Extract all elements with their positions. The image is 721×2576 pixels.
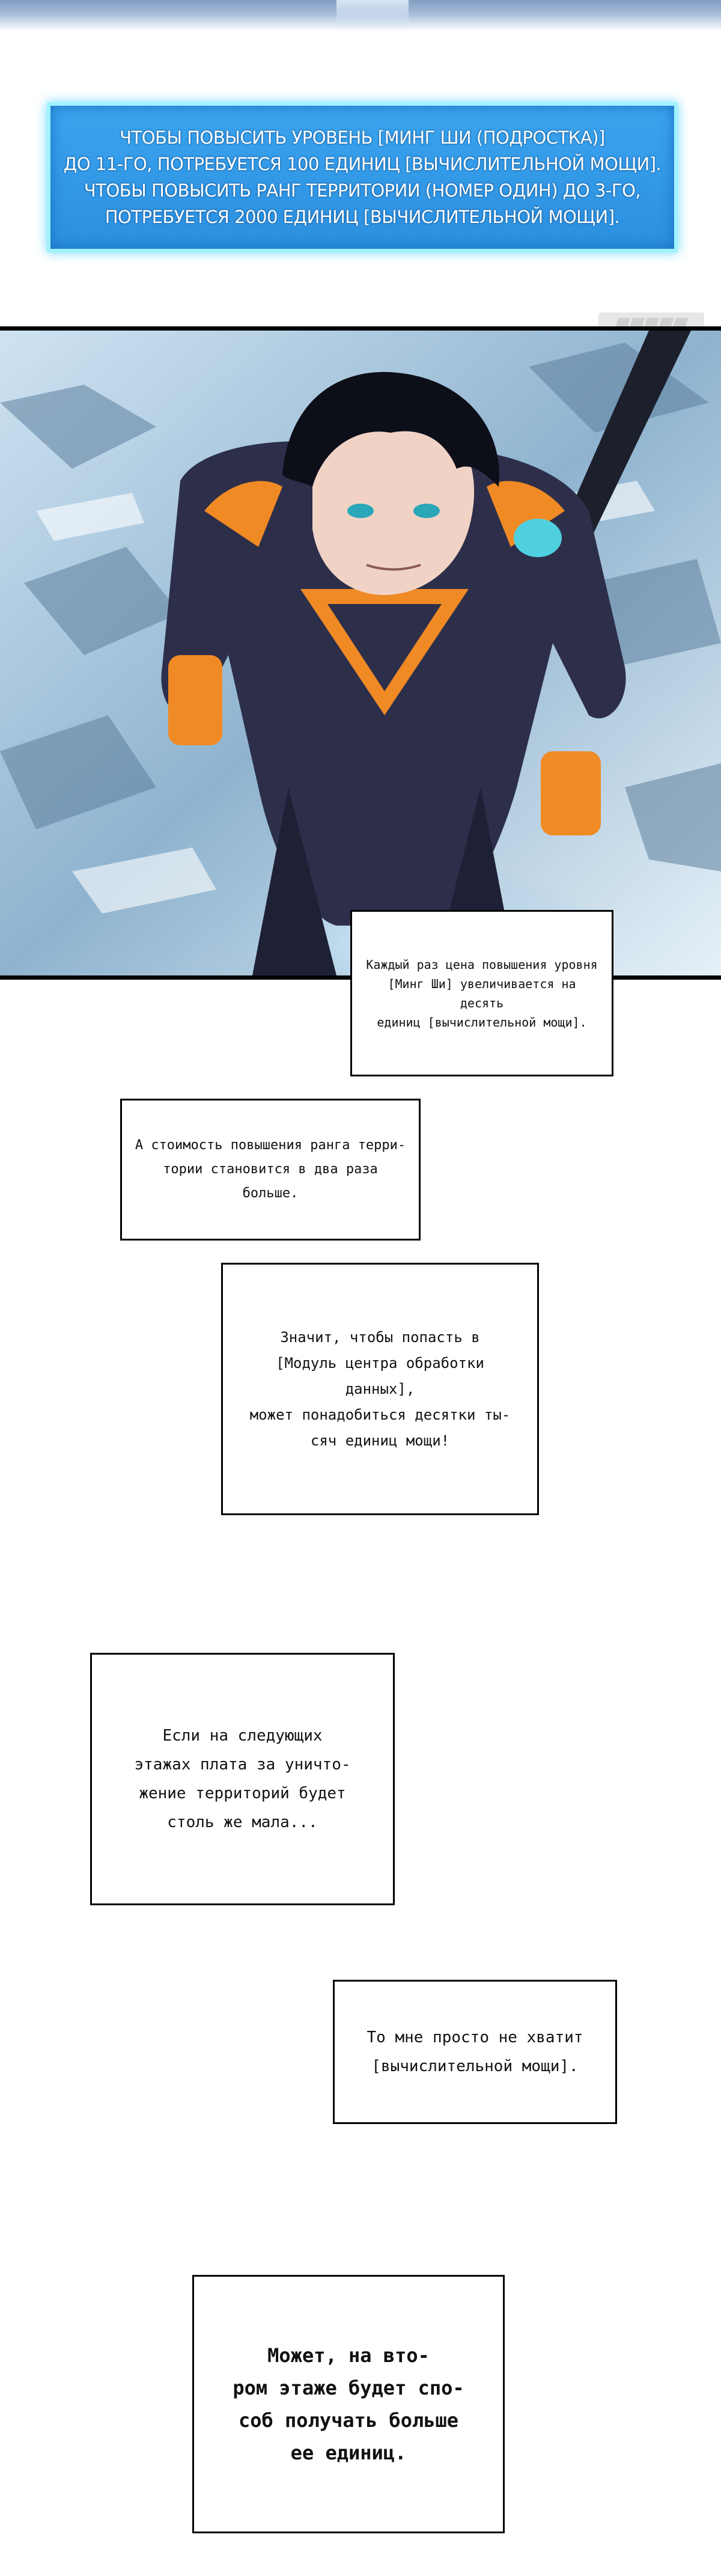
system-line: ДО 11-ГО, ПОТРЕБУЕТСЯ 100 ЕДИНИЦ [ВЫЧИСЛИТЕЛЬНОЙ МОЩИ]. xyxy=(63,154,662,174)
bubble-line: Значит, чтобы попасть в xyxy=(280,1328,480,1346)
bubble-line: [Модуль центра обработки данных], xyxy=(276,1354,484,1397)
bubble-line: А стоимость повышения ранга терри- xyxy=(135,1138,406,1153)
bubble-line: Если на следующих xyxy=(162,1727,323,1745)
bubble-line: единиц [вычислительной мощи]. xyxy=(377,1015,587,1030)
system-message-box xyxy=(47,102,678,252)
system-line: ЧТОБЫ ПОВЫСИТЬ РАНГ ТЕРРИТОРИИ (НОМЕР ОДИН) ДО 3-ГО, xyxy=(84,180,641,201)
top-sky-strip xyxy=(0,0,721,31)
character-looking-up-illustration xyxy=(0,331,721,975)
speech-bubble xyxy=(221,1263,539,1515)
system-line: ПОТРЕБУЕТСЯ 2000 ЕДИНИЦ [ВЫЧИСЛИТЕЛЬНОЙ МОЩИ]. xyxy=(105,207,620,227)
bubble-line: сяч единиц мощи! xyxy=(310,1432,450,1449)
bubble-line: жение территорий будет xyxy=(139,1784,346,1802)
speech-bubble xyxy=(333,1980,617,2124)
bubble-line: может понадобиться десятки ты- xyxy=(249,1406,511,1423)
comic-panel xyxy=(0,326,721,980)
speech-bubble xyxy=(120,1099,421,1241)
bubble-line: [вычислительной мощи]. xyxy=(371,2057,579,2075)
speech-bubble xyxy=(192,2275,505,2533)
bubble-line: Может, на вто- xyxy=(267,2344,430,2367)
bubble-line: Каждый раз цена повышения уровня xyxy=(366,957,598,972)
bubble-line: ром этаже будет спо- xyxy=(233,2376,464,2399)
light-ray xyxy=(336,0,409,31)
bubble-line: То мне просто не хватит xyxy=(367,2028,583,2046)
system-line: ЧТОБЫ ПОВЫСИТЬ УРОВЕНЬ [МИНГ ШИ (ПОДРОСТКА)] xyxy=(120,127,605,148)
speech-bubble xyxy=(90,1653,395,1905)
bubble-line: тории становится в два раза больше. xyxy=(163,1162,378,1201)
bubble-line: этажах плата за уничто- xyxy=(134,1756,351,1774)
bubble-line: ее единиц. xyxy=(290,2441,407,2464)
bubble-line: соб получать больше xyxy=(238,2409,459,2432)
bubble-line: [Минг Ши] увеличивается на десять xyxy=(388,976,576,1010)
bubble-line: столь же мала... xyxy=(167,1813,318,1831)
speech-bubble xyxy=(350,910,613,1076)
